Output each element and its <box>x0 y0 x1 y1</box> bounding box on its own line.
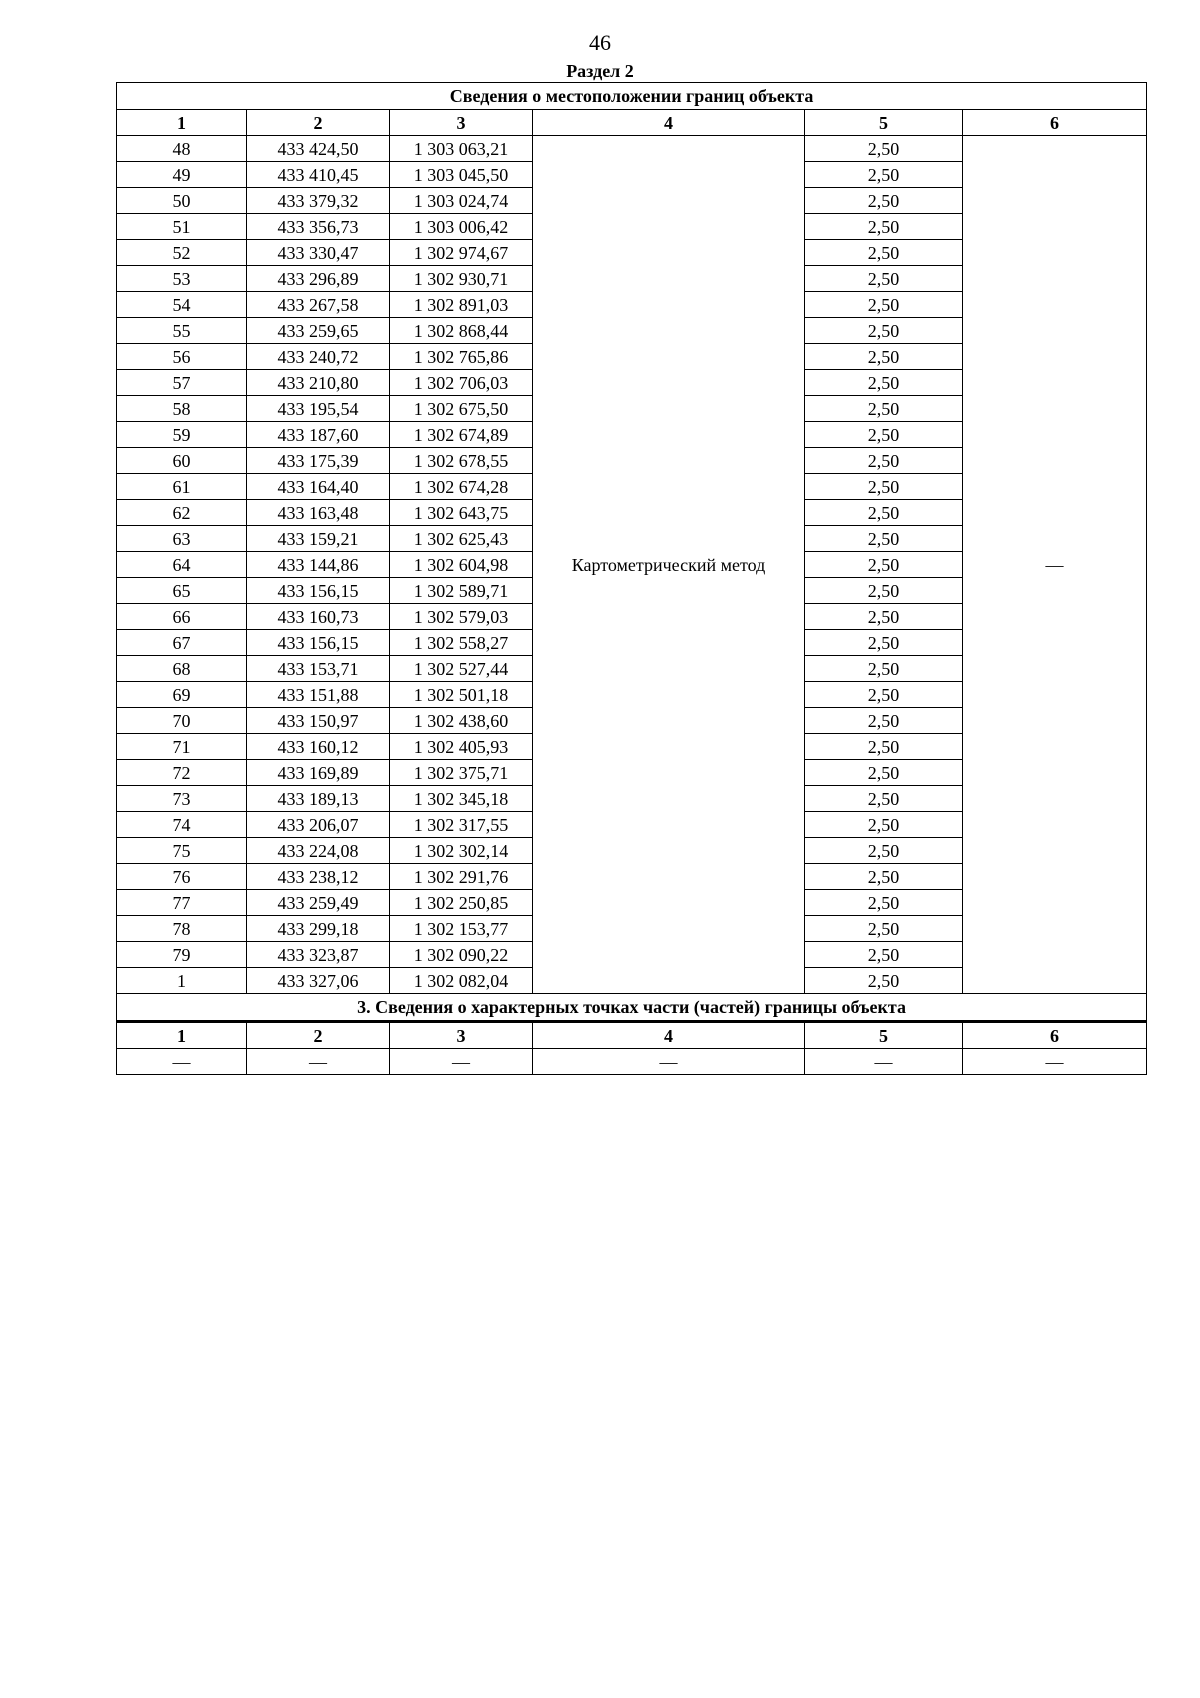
accuracy-cell: 2,50 <box>805 500 963 526</box>
accuracy-cell: 2,50 <box>805 474 963 500</box>
dash-cell: — <box>533 1049 805 1075</box>
point-number-cell: 77 <box>117 890 247 916</box>
column-header: 1 <box>117 1022 247 1049</box>
point-number-cell: 64 <box>117 552 247 578</box>
x-coordinate-cell: 433 175,39 <box>247 448 390 474</box>
y-coordinate-cell: 1 302 674,28 <box>390 474 533 500</box>
method-cell: Картометрический метод <box>533 136 805 994</box>
point-number-cell: 59 <box>117 422 247 448</box>
x-coordinate-cell: 433 195,54 <box>247 396 390 422</box>
y-coordinate-cell: 1 302 706,03 <box>390 370 533 396</box>
x-coordinate-cell: 433 163,48 <box>247 500 390 526</box>
point-number-cell: 55 <box>117 318 247 344</box>
y-coordinate-cell: 1 302 643,75 <box>390 500 533 526</box>
x-coordinate-cell: 433 160,73 <box>247 604 390 630</box>
accuracy-cell: 2,50 <box>805 604 963 630</box>
column-header: 3 <box>390 110 533 136</box>
column-header: 5 <box>805 110 963 136</box>
dash-cell: — <box>247 1049 390 1075</box>
accuracy-cell: 2,50 <box>805 630 963 656</box>
y-coordinate-cell: 1 302 291,76 <box>390 864 533 890</box>
boundary-table-body <box>117 83 1147 1075</box>
point-number-cell: 60 <box>117 448 247 474</box>
y-coordinate-cell: 1 302 438,60 <box>390 708 533 734</box>
point-number-cell: 75 <box>117 838 247 864</box>
y-coordinate-cell: 1 302 558,27 <box>390 630 533 656</box>
y-coordinate-cell: 1 302 501,18 <box>390 682 533 708</box>
y-coordinate-cell: 1 302 974,67 <box>390 240 533 266</box>
x-coordinate-cell: 433 240,72 <box>247 344 390 370</box>
y-coordinate-cell: 1 302 891,03 <box>390 292 533 318</box>
x-coordinate-cell: 433 210,80 <box>247 370 390 396</box>
accuracy-cell: 2,50 <box>805 916 963 942</box>
x-coordinate-cell: 433 206,07 <box>247 812 390 838</box>
accuracy-cell: 2,50 <box>805 890 963 916</box>
accuracy-cell: 2,50 <box>805 760 963 786</box>
y-coordinate-cell: 1 302 674,89 <box>390 422 533 448</box>
y-coordinate-cell: 1 302 082,04 <box>390 968 533 994</box>
section-title: Раздел 2 <box>566 61 634 81</box>
point-number-cell: 51 <box>117 214 247 240</box>
point-number-cell: 48 <box>117 136 247 162</box>
point-number-cell: 68 <box>117 656 247 682</box>
x-coordinate-cell: 433 330,47 <box>247 240 390 266</box>
x-coordinate-cell: 433 259,65 <box>247 318 390 344</box>
point-number-cell: 76 <box>117 864 247 890</box>
y-coordinate-cell: 1 302 250,85 <box>390 890 533 916</box>
x-coordinate-cell: 433 224,08 <box>247 838 390 864</box>
point-number-cell: 61 <box>117 474 247 500</box>
accuracy-cell: 2,50 <box>805 864 963 890</box>
point-number-cell: 69 <box>117 682 247 708</box>
section3-title-row <box>117 994 1147 1022</box>
point-number-cell: 66 <box>117 604 247 630</box>
y-coordinate-cell: 1 302 375,71 <box>390 760 533 786</box>
column-header: 2 <box>247 1022 390 1049</box>
page-number: 46 <box>589 30 611 55</box>
x-coordinate-cell: 433 169,89 <box>247 760 390 786</box>
accuracy-cell: 2,50 <box>805 734 963 760</box>
accuracy-cell: 2,50 <box>805 942 963 968</box>
accuracy-cell: 2,50 <box>805 656 963 682</box>
point-number-cell: 79 <box>117 942 247 968</box>
y-coordinate-cell: 1 302 604,98 <box>390 552 533 578</box>
column-header: 1 <box>117 110 247 136</box>
point-number-cell: 73 <box>117 786 247 812</box>
y-coordinate-cell: 1 303 045,50 <box>390 162 533 188</box>
x-coordinate-cell: 433 356,73 <box>247 214 390 240</box>
y-coordinate-cell: 1 302 678,55 <box>390 448 533 474</box>
accuracy-cell: 2,50 <box>805 162 963 188</box>
column-header: 6 <box>963 110 1147 136</box>
x-coordinate-cell: 433 187,60 <box>247 422 390 448</box>
x-coordinate-cell: 433 151,88 <box>247 682 390 708</box>
x-coordinate-cell: 433 189,13 <box>247 786 390 812</box>
accuracy-cell: 2,50 <box>805 292 963 318</box>
column-header: 5 <box>805 1022 963 1049</box>
table-title: Сведения о местоположении границ объекта <box>117 83 1147 110</box>
x-coordinate-cell: 433 327,06 <box>247 968 390 994</box>
x-coordinate-cell: 433 267,58 <box>247 292 390 318</box>
x-coordinate-cell: 433 424,50 <box>247 136 390 162</box>
point-number-cell: 74 <box>117 812 247 838</box>
accuracy-cell: 2,50 <box>805 552 963 578</box>
accuracy-cell: 2,50 <box>805 396 963 422</box>
accuracy-cell: 2,50 <box>805 214 963 240</box>
x-coordinate-cell: 433 410,45 <box>247 162 390 188</box>
point-number-cell: 57 <box>117 370 247 396</box>
accuracy-cell: 2,50 <box>805 578 963 604</box>
y-coordinate-cell: 1 302 153,77 <box>390 916 533 942</box>
table-row <box>117 136 1147 162</box>
accuracy-cell: 2,50 <box>805 344 963 370</box>
point-number-cell: 50 <box>117 188 247 214</box>
x-coordinate-cell: 433 299,18 <box>247 916 390 942</box>
point-number-cell: 58 <box>117 396 247 422</box>
accuracy-cell: 2,50 <box>805 708 963 734</box>
y-coordinate-cell: 1 303 063,21 <box>390 136 533 162</box>
dash-cell: — <box>117 1049 247 1075</box>
accuracy-cell: 2,50 <box>805 370 963 396</box>
dash-cell: — <box>390 1049 533 1075</box>
accuracy-cell: 2,50 <box>805 240 963 266</box>
x-coordinate-cell: 433 164,40 <box>247 474 390 500</box>
section3-row <box>117 1049 1147 1075</box>
point-number-cell: 56 <box>117 344 247 370</box>
point-number-cell: 53 <box>117 266 247 292</box>
point-number-cell: 65 <box>117 578 247 604</box>
point-number-cell: 49 <box>117 162 247 188</box>
point-number-cell: 78 <box>117 916 247 942</box>
x-coordinate-cell: 433 259,49 <box>247 890 390 916</box>
y-coordinate-cell: 1 302 317,55 <box>390 812 533 838</box>
x-coordinate-cell: 433 156,15 <box>247 578 390 604</box>
column-header: 4 <box>533 1022 805 1049</box>
y-coordinate-cell: 1 303 006,42 <box>390 214 533 240</box>
section3-title: 3. Сведения о характерных точках части (частей) границы объекта <box>117 994 1147 1022</box>
column-header: 3 <box>390 1022 533 1049</box>
y-coordinate-cell: 1 302 527,44 <box>390 656 533 682</box>
accuracy-cell: 2,50 <box>805 448 963 474</box>
y-coordinate-cell: 1 303 024,74 <box>390 188 533 214</box>
column-header: 4 <box>533 110 805 136</box>
accuracy-cell: 2,50 <box>805 266 963 292</box>
y-coordinate-cell: 1 302 579,03 <box>390 604 533 630</box>
x-coordinate-cell: 433 150,97 <box>247 708 390 734</box>
x-coordinate-cell: 433 238,12 <box>247 864 390 890</box>
y-coordinate-cell: 1 302 405,93 <box>390 734 533 760</box>
point-number-cell: 67 <box>117 630 247 656</box>
x-coordinate-cell: 433 144,86 <box>247 552 390 578</box>
y-coordinate-cell: 1 302 090,22 <box>390 942 533 968</box>
accuracy-cell: 2,50 <box>805 136 963 162</box>
accuracy-cell: 2,50 <box>805 838 963 864</box>
accuracy-cell: 2,50 <box>805 526 963 552</box>
dash-cell: — <box>963 1049 1147 1075</box>
point-number-cell: 63 <box>117 526 247 552</box>
y-coordinate-cell: 1 302 765,86 <box>390 344 533 370</box>
accuracy-cell: 2,50 <box>805 812 963 838</box>
x-coordinate-cell: 433 323,87 <box>247 942 390 968</box>
y-coordinate-cell: 1 302 868,44 <box>390 318 533 344</box>
table-title-row <box>117 83 1147 110</box>
point-number-cell: 70 <box>117 708 247 734</box>
x-coordinate-cell: 433 159,21 <box>247 526 390 552</box>
accuracy-cell: 2,50 <box>805 422 963 448</box>
x-coordinate-cell: 433 153,71 <box>247 656 390 682</box>
accuracy-cell: 2,50 <box>805 786 963 812</box>
accuracy-cell: 2,50 <box>805 318 963 344</box>
accuracy-cell: 2,50 <box>805 682 963 708</box>
point-number-cell: 1 <box>117 968 247 994</box>
section3-header-row <box>117 1022 1147 1049</box>
point-number-cell: 54 <box>117 292 247 318</box>
y-coordinate-cell: 1 302 345,18 <box>390 786 533 812</box>
accuracy-cell: 2,50 <box>805 188 963 214</box>
accuracy-cell: 2,50 <box>805 968 963 994</box>
x-coordinate-cell: 433 160,12 <box>247 734 390 760</box>
x-coordinate-cell: 433 296,89 <box>247 266 390 292</box>
point-number-cell: 52 <box>117 240 247 266</box>
y-coordinate-cell: 1 302 589,71 <box>390 578 533 604</box>
boundary-table <box>116 82 1147 1075</box>
description-cell: — <box>963 136 1147 994</box>
point-number-cell: 72 <box>117 760 247 786</box>
dash-cell: — <box>805 1049 963 1075</box>
y-coordinate-cell: 1 302 675,50 <box>390 396 533 422</box>
x-coordinate-cell: 433 379,32 <box>247 188 390 214</box>
column-header: 6 <box>963 1022 1147 1049</box>
x-coordinate-cell: 433 156,15 <box>247 630 390 656</box>
point-number-cell: 71 <box>117 734 247 760</box>
y-coordinate-cell: 1 302 930,71 <box>390 266 533 292</box>
y-coordinate-cell: 1 302 302,14 <box>390 838 533 864</box>
column-header: 2 <box>247 110 390 136</box>
point-number-cell: 62 <box>117 500 247 526</box>
y-coordinate-cell: 1 302 625,43 <box>390 526 533 552</box>
table-header-row <box>117 110 1147 136</box>
